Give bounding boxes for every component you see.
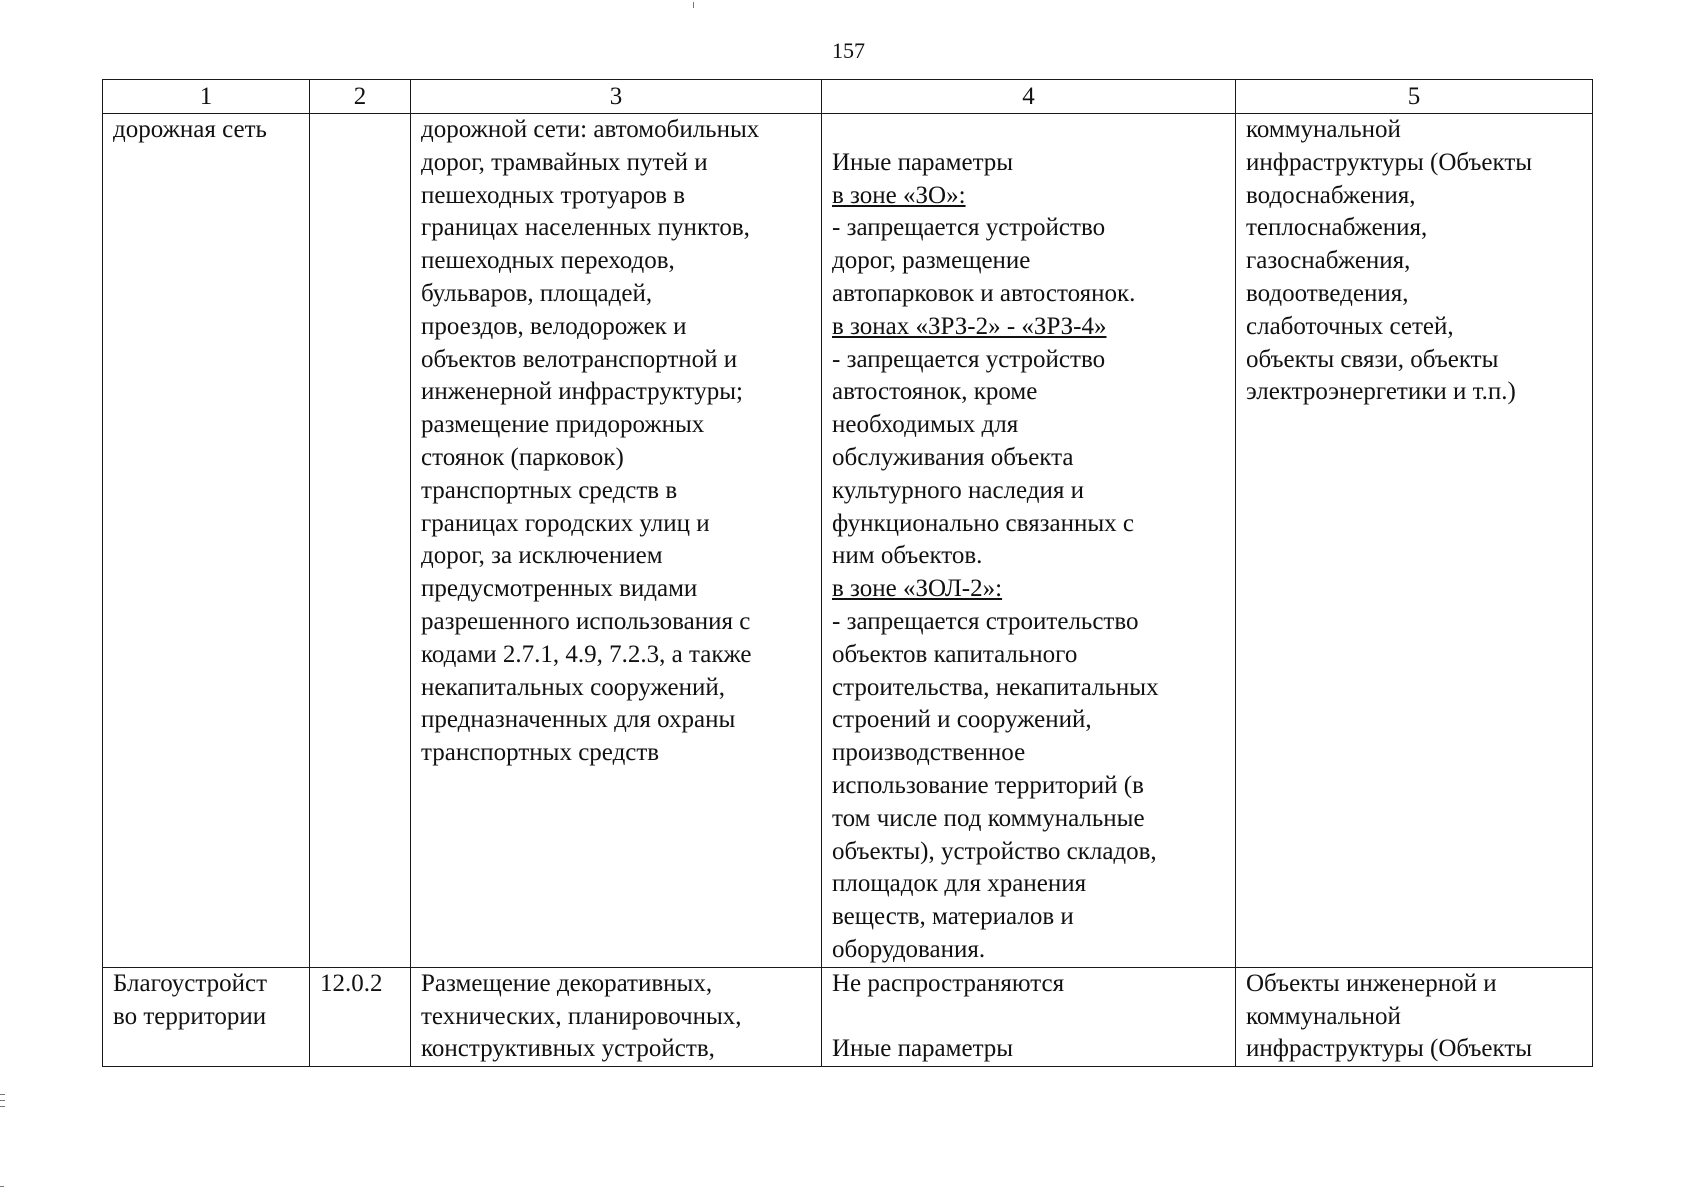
cell-line: границах населенных пунктов,	[421, 214, 750, 242]
cell-line: обслуживания объекта	[832, 443, 1074, 471]
blank-line	[832, 1001, 1225, 1034]
header-row	[103, 80, 1593, 114]
cell-use-name	[103, 114, 310, 968]
scan-mark	[0, 1094, 5, 1095]
cell-infrastructure	[1236, 967, 1593, 1066]
cell-use-name	[103, 967, 310, 1066]
cell-line: теплоснабжения,	[1246, 214, 1428, 242]
cell-line: культурного наследия и	[832, 476, 1085, 504]
header-col-2: 2	[310, 80, 411, 114]
cell-line: инфраструктуры (Объекты	[1246, 1035, 1533, 1063]
cell-line: строений и сооружений,	[832, 706, 1092, 734]
cell-line: объектов капитального	[832, 640, 1078, 668]
header-col-4: 4	[822, 80, 1236, 114]
cell-line: Размещение декоративных,	[421, 969, 713, 997]
zone-heading: в зонах «ЗРЗ-2» - «ЗРЗ-4»	[832, 312, 1107, 340]
table-row	[103, 114, 1593, 968]
table-row	[103, 967, 1593, 1066]
scan-mark	[0, 1106, 5, 1107]
cell-line: проездов, велодорожек и	[421, 312, 687, 340]
cell-line: объекты связи, объекты	[1246, 345, 1499, 373]
cell-line: строительства, некапитальных	[832, 673, 1159, 701]
cell-infrastructure	[1236, 114, 1593, 968]
regulations-table	[102, 79, 1593, 1067]
cell-line: Благоустройст	[113, 969, 268, 997]
cell-line: Объекты инженерной и	[1246, 969, 1497, 997]
cell-line: дорог, трамвайных путей и	[421, 148, 708, 176]
cell-line: газоснабжения,	[1246, 247, 1411, 275]
cell-line: автопарковок и автостоянок.	[832, 279, 1136, 307]
cell-line: инженерной инфраструктуры;	[421, 378, 743, 406]
header-col-5: 5	[1236, 80, 1593, 114]
cell-line: площадок для хранения	[832, 870, 1087, 898]
cell-line: дорог, размещение	[832, 247, 1031, 275]
cell-line: Не распространяются	[832, 969, 1065, 997]
cell-line: Иные параметры	[832, 1035, 1014, 1063]
cell-line: технических, планировочных,	[421, 1002, 742, 1030]
cell-line: том числе под коммунальные	[832, 804, 1145, 832]
cell-line: - запрещается строительство	[832, 607, 1139, 635]
cell-line: объекты), устройство складов,	[832, 837, 1157, 865]
cell-description	[411, 114, 822, 968]
cell-line: разрешенного использования с	[421, 607, 751, 635]
cell-line: необходимых для	[832, 411, 1019, 439]
cell-line: транспортных средств	[421, 739, 660, 767]
cell-line: предусмотренных видами	[421, 575, 698, 603]
cell-line: производственное	[832, 739, 1026, 767]
cell-line: дорожная сеть	[113, 116, 267, 143]
cell-line: границах городских улиц и	[421, 509, 710, 537]
cell-line: Иные параметры	[832, 148, 1014, 176]
cell-line: оборудования.	[832, 935, 986, 963]
scan-mark	[693, 2, 694, 8]
cell-line: водоснабжения,	[1246, 181, 1416, 209]
cell-line: коммунальной	[1246, 116, 1401, 143]
cell-line: использование территорий (в	[832, 771, 1144, 799]
cell-line: объектов велотранспортной и	[421, 345, 738, 373]
cell-line: 12.0.2	[320, 969, 383, 997]
cell-line: стоянок (парковок)	[421, 443, 624, 471]
cell-code	[310, 967, 411, 1066]
cell-line: конструктивных устройств,	[421, 1035, 715, 1063]
scan-mark	[0, 1100, 5, 1101]
cell-line: водоотведения,	[1246, 279, 1409, 307]
scan-mark	[0, 1186, 4, 1187]
cell-line: кодами 2.7.1, 4.9, 7.2.3, а также	[421, 640, 752, 668]
cell-line: веществ, материалов и	[832, 903, 1074, 931]
blank-line	[832, 114, 1225, 147]
cell-line: размещение придорожных	[421, 411, 705, 439]
cell-line: инфраструктуры (Объекты	[1246, 148, 1533, 176]
cell-line: автостоянок, кроме	[832, 378, 1038, 406]
page-number: 157	[832, 38, 865, 63]
cell-line: во территории	[113, 1002, 267, 1030]
cell-line: функционально связанных с	[832, 509, 1135, 537]
cell-description	[411, 967, 822, 1066]
cell-line: дорожной сети: автомобильных	[421, 116, 760, 143]
header-col-1: 1	[103, 80, 310, 114]
cell-line: пешеходных переходов,	[421, 247, 675, 275]
cell-line: некапитальных сооружений,	[421, 673, 725, 701]
cell-line: бульваров, площадей,	[421, 279, 653, 307]
cell-line: транспортных средств в	[421, 476, 678, 504]
cell-line: слаботочных сетей,	[1246, 312, 1454, 340]
cell-line: коммунальной	[1246, 1002, 1401, 1030]
zone-heading: в зоне «ЗОЛ-2»:	[832, 575, 1003, 603]
cell-code	[310, 114, 411, 968]
cell-line: ним объектов.	[832, 542, 983, 570]
cell-line: пешеходных тротуаров в	[421, 181, 686, 209]
cell-parameters	[822, 114, 1236, 968]
zone-heading: в зоне «ЗО»:	[832, 181, 966, 209]
cell-line: - запрещается устройство	[832, 214, 1106, 242]
cell-line: дорог, за исключением	[421, 542, 663, 570]
cell-line: предназначенных для охраны	[421, 706, 736, 734]
header-col-3: 3	[411, 80, 822, 114]
cell-parameters	[822, 967, 1236, 1066]
cell-line: - запрещается устройство	[832, 345, 1106, 373]
cell-line: электроэнергетики и т.п.)	[1246, 378, 1516, 406]
